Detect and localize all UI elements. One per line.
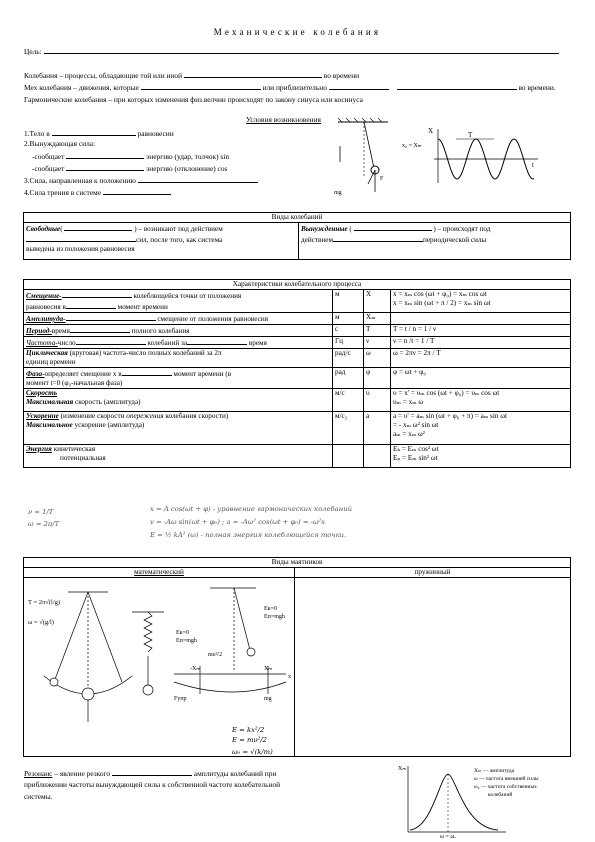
row-formula: φ = ωt + φ₀ [391,368,571,389]
row-unit: с [333,325,364,337]
label-xm-left: -Xₘ [190,666,201,672]
blank [103,187,171,195]
handwritten-omega: ω = 2π/T [28,520,60,528]
row-formula: T = t / n = 1 / ν [391,325,571,337]
row-term: Скорость [26,389,58,397]
row-desc: момент времени [115,303,168,311]
row-formula: a = υ' = aₘ sin (ωt + φ₀ + π) = aₘ sin ωt [393,412,507,420]
row-formula: x = xₘ cos (ωt + φ₀) = xₘ cos ωt [393,290,487,298]
blank [397,82,517,90]
types-text: ( [347,225,354,233]
row-formula: Eₚ = Eₘ sin² ωt [393,454,438,462]
row-symbol: ω [364,349,391,368]
types-text: периодической силы [423,236,487,244]
svg-text:mg: mg [334,190,342,196]
pendulums-col-spring: пружинный [295,568,571,578]
condition-text: 4.Сила трения в системе [24,188,102,197]
condition-item-4 [24,187,171,197]
row-desc: ускорение (амплитуда) [72,421,145,429]
table-row [24,368,571,389]
blank [66,151,144,159]
table-row [24,349,571,368]
row-desc: полного колебания [129,327,190,335]
math-pendulum-diagram [24,582,294,760]
row-symbol: Xₘ [364,313,391,325]
label-mv2: mυ²/2 [208,652,223,658]
blank [122,368,172,376]
row-symbol: ν [364,337,391,349]
types-free-cell [24,223,299,260]
row-desc: (изменение скорости [58,412,127,420]
row-formula: aₘ = xₘ ω² [393,430,425,438]
types-text: ( [60,225,65,233]
goal-blank [44,46,559,54]
intro-line-2 [24,82,556,92]
row-unit: рад [333,368,364,389]
row-desc: колеблющейся точки от положения [131,292,242,300]
blank [66,313,156,321]
row-unit: Гц [333,337,364,349]
intro-text: или приблизительно [262,83,327,92]
row-unit [333,445,364,468]
characteristics-heading: Характеристики колебательного процесса [24,280,571,290]
page-title: Механические колебания [213,27,382,37]
free-term: Свободные [26,225,61,233]
types-text: сил, после того, как система [136,236,223,244]
row-term: Смещение- [26,292,62,300]
condition-item-2-1 [32,151,229,161]
condition-text: -сообщает [32,164,65,173]
table-row [24,313,571,325]
graph-x-label: X [428,127,434,135]
row-desc: единиц времени [26,358,76,366]
condition-text: 1.Тело в [24,129,50,138]
condition-text: -сообщает [32,152,65,161]
row-formula: Eₖ = Eₘ cos² ωt [393,445,439,453]
intro-text: Колебания – процессы, обладающие той или иной [24,71,183,80]
blank [66,301,116,309]
label-fupr: Fупр [174,696,187,702]
resonance-line-2: приближении частоты вынуждающей силы к собственной частоте колебательной [24,780,281,789]
intro-line-1 [24,70,359,80]
types-text: действием [301,236,334,244]
table-row [24,325,571,337]
label-ep-right: Eп=mgh [264,614,285,620]
row-formula: ν = n /t = 1 / T [391,337,571,349]
condition-text: 3.Сила, направленная к положению [24,176,136,185]
blank [26,234,136,242]
row-desc: кинетическая [51,445,96,453]
intro-text: во времени. [518,83,556,92]
conditions-heading: Условия возникновения [246,115,321,124]
pendulums-heading: Виды маятников [24,558,571,568]
row-term: Энергия [26,445,52,453]
condition-item-3 [24,175,258,185]
resonance-term: Резонанс [24,769,53,778]
row-term: Максимальное [26,421,73,429]
label-ep: Eп=mgh [176,638,197,644]
blank [76,337,146,345]
row-desc: момент t=0 (φ₀-начальная фаза) [26,379,123,387]
resonance-axis-x: ω = ω₀ [440,834,457,838]
row-unit: м [333,313,364,325]
svg-text:F: F [380,176,384,182]
row-desc: время [51,327,70,335]
characteristics-table [23,279,571,468]
formula-period: T = 2π√(l/g) [28,599,61,606]
graph-x0-label: x₀ = Xₘ [402,143,422,149]
force-diagram [330,118,398,198]
types-table [23,212,571,260]
row-formula: υ = x' = υₘ cos (ωt + φ₀) = υₘ cos ωt [393,389,500,397]
condition-item-1 [24,128,174,138]
resonance-text: – явление резкого [52,769,111,778]
row-unit: рад/с [333,349,364,368]
row-formula: = - xₘ ω² sin ωt [393,421,439,429]
resonance-legend-1: Xₘ — амплитуда [474,768,515,774]
table-row [24,445,571,468]
types-text: выведена из положения равновесия [26,245,135,253]
blank [70,325,130,333]
label-ek0: Eк=0 [176,630,189,636]
row-desc: момент времени (в [171,370,232,378]
handwritten-formula-3: E = ½ kA² (ω) - полная энергия колеблющейся точки. [150,531,347,539]
blank [138,175,258,183]
row-formula: υₘ = xₘ ω [393,398,424,406]
types-forced-cell [299,223,571,260]
row-symbol: X [364,290,391,313]
row-formula [391,313,571,325]
blank [66,163,144,171]
pendulums-col-math: математический [24,568,295,578]
blank [62,290,132,298]
row-desc: число [57,339,76,347]
handwritten-formula-1: x = A cos(ωt + φ) - уравнение гармонических колебаний [150,505,352,513]
resonance-axis-y: Xₘ [398,766,407,772]
resonance-legend-3: ω₀ — частота собственных [474,784,537,790]
row-symbol: T [364,325,391,337]
blank [52,128,136,136]
condition-text: равновесии [137,129,174,138]
handwritten-formula-2: v = -Aω sin(ωt + φ₀) ; a = -Aω² cos(ωt + φ₀) = -ω²x [150,518,326,526]
row-unit: м/с₂ [333,412,364,445]
condition-item-2-2 [32,163,227,173]
table-row [24,389,571,412]
row-desc: определяет смещение x в [44,370,122,378]
row-term: Максимальная [26,398,74,406]
row-desc: колебаний за [145,339,188,347]
label-x-axis: x [288,674,291,680]
blank [141,82,261,90]
goal-label: Цель: [24,47,42,56]
row-term: Частота- [26,339,58,347]
row-desc: колебания скорости) [163,412,229,420]
formula-omega: ω = √(g/l) [28,619,54,626]
label-xm-right: Xₘ [264,666,273,672]
row-symbol: φ [364,368,391,389]
blank [112,768,192,776]
row-desc: опережения [126,412,164,420]
row-desc: равновесия в [26,303,66,311]
row-desc: потенциальная [60,454,106,462]
handwritten-nu: ν = 1/T [28,508,54,516]
resonance-legend-2: ω — частота внешней силы [474,776,539,782]
intro-text: во времени [323,71,360,80]
blank [184,70,322,78]
blank [333,234,423,242]
row-desc: скорость (амплитуда) [73,398,141,406]
label-mg: mg [264,696,272,702]
blank [187,337,247,345]
row-unit: м [333,290,364,313]
forced-term: Вынужденные [301,225,348,233]
row-formula: ω = 2πν = 2π / T [391,349,571,368]
row-term: Циклическая [26,349,68,357]
energy-formula-a: E = kx²/2 [232,726,265,734]
blank [64,223,132,231]
table-row [24,412,571,445]
row-formula: x = xₘ sin (ωt + π / 2) = xₘ sin ωt [393,299,491,307]
omega0-formula: ω₀ = √(k/m) [232,748,273,756]
row-desc: смещение от положения равновесия [155,315,268,323]
sine-graph [400,125,540,187]
types-heading: Виды колебаний [24,213,571,223]
row-term: Амплитуда- [26,315,66,323]
label-ek0-right: Eк=0 [264,606,277,612]
types-text: ) – происходят под [431,225,491,233]
table-row [24,290,571,313]
row-term: Ускорение [26,412,59,420]
intro-line-3: Гармонические колебания – при которых изменения физ.велчин происходят по закону синуса или косинуса [24,95,363,104]
row-symbol: a [364,412,391,445]
resonance-line-1 [24,768,276,778]
pendulum-spring-cell [295,578,571,757]
condition-text: энергию (отклонение) cos [146,164,228,173]
resonance-graph [396,760,566,838]
row-symbol: υ [364,389,391,412]
energy-formula-b: E = mυ²/2 [232,736,267,744]
resonance-text: амплитуды колебаний при [191,769,277,778]
resonance-line-3: системы. [24,792,53,801]
condition-item-2: 2.Вынуждающая сила: [24,139,96,148]
row-desc: (круговая) частота-число полных колебаний за 2π [67,349,222,357]
blank [329,82,389,90]
blank [354,223,432,231]
graph-period-label: T [468,131,473,139]
types-text: ) – возникают под действием [132,225,223,233]
graph-t-label: t [532,161,534,169]
row-unit: м/с [333,389,364,412]
row-term: Период- [26,327,52,335]
condition-text: энергию (удар, толчок) sin [146,152,230,161]
row-desc: время [247,339,267,347]
goal-line [24,46,559,56]
table-row [24,337,571,349]
resonance-legend-4: колебаний [488,792,513,798]
row-symbol [364,445,391,468]
row-term: Фаза- [26,370,45,378]
intro-text: Мех колебания – движения, которые [24,83,139,92]
